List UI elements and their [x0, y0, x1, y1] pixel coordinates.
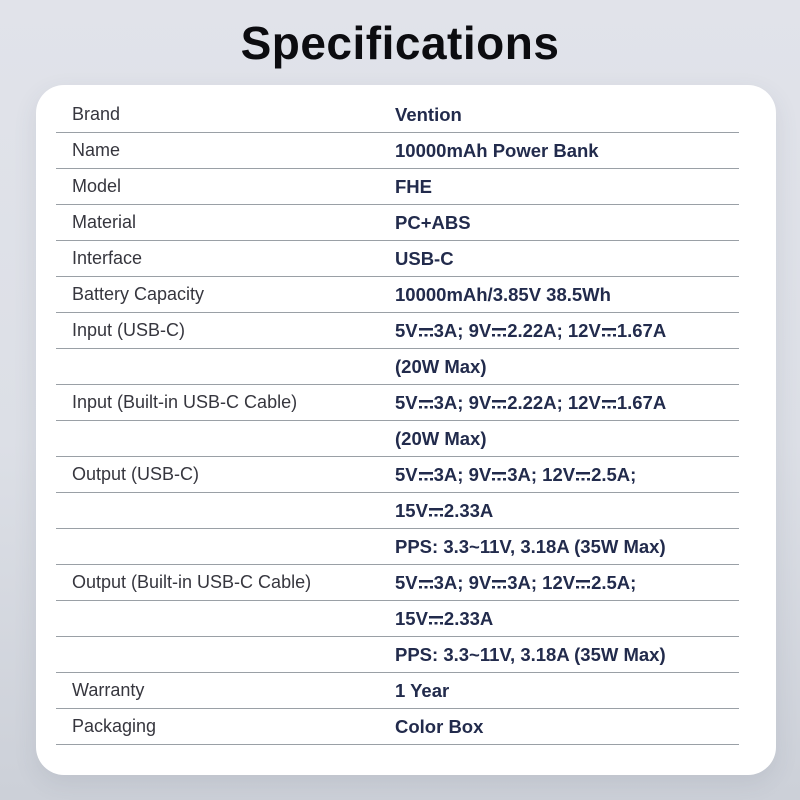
spec-label: Brand [72, 104, 121, 124]
spec-label: Output (Built-in USB-C Cable) [72, 572, 312, 592]
dc-symbol-icon [492, 578, 506, 590]
spec-label: Packaging [72, 716, 157, 736]
spec-row [56, 169, 739, 205]
spec-label: Name [72, 140, 121, 160]
spec-table [56, 97, 739, 745]
dc-symbol-icon [602, 326, 616, 338]
dc-symbol-icon [429, 614, 443, 626]
spec-value: USB-C [395, 247, 454, 269]
spec-row [56, 529, 739, 565]
spec-label: Output (USB-C) [72, 464, 200, 484]
spec-row [56, 241, 739, 277]
dc-symbol-icon [576, 578, 590, 590]
spec-row [56, 637, 739, 673]
dc-symbol-icon [576, 470, 590, 482]
spec-value: 10000mAh Power Bank [395, 139, 599, 161]
spec-row [56, 457, 739, 493]
spec-row [56, 565, 739, 601]
spec-label: Interface [72, 248, 143, 268]
spec-row [56, 385, 739, 421]
dc-symbol-icon [492, 398, 506, 410]
spec-row [56, 205, 739, 241]
spec-value: PC+ABS [395, 211, 471, 233]
spec-label: Input (Built-in USB-C Cable) [72, 392, 298, 412]
dc-symbol-icon [492, 470, 506, 482]
spec-value: (20W Max) [395, 355, 487, 377]
spec-value: 1 Year [395, 679, 450, 701]
spec-value: Vention [395, 103, 462, 125]
spec-row [56, 673, 739, 709]
dc-symbol-icon [419, 398, 433, 410]
dc-symbol-icon [602, 398, 616, 410]
spec-value: 15V 2.33A [395, 499, 494, 521]
dc-symbol-icon [492, 326, 506, 338]
page-title: Specifications [240, 17, 560, 69]
spec-value: 15V 2.33A [395, 607, 494, 629]
spec-row [56, 277, 739, 313]
spec-value: 5V 3A; 9V 2.22A; 12V 1.67A [395, 319, 667, 341]
spec-label: Material [72, 212, 137, 232]
dc-symbol-icon [419, 326, 433, 338]
spec-value: Color Box [395, 715, 484, 737]
spec-row [56, 601, 739, 637]
dc-symbol-icon [429, 506, 443, 518]
spec-label: Input (USB-C) [72, 320, 186, 340]
spec-row [56, 97, 739, 133]
spec-label: Battery Capacity [72, 284, 205, 304]
spec-value: PPS: 3.3~11V, 3.18A (35W Max) [395, 643, 666, 665]
spec-value: 5V 3A; 9V 2.22A; 12V 1.67A [395, 391, 667, 413]
spec-value: PPS: 3.3~11V, 3.18A (35W Max) [395, 535, 666, 557]
specifications-card [36, 85, 776, 775]
spec-value: (20W Max) [395, 427, 487, 449]
dc-symbol-icon [419, 578, 433, 590]
spec-value: 5V 3A; 9V 3A; 12V 2.5A; [395, 463, 637, 485]
spec-label: Warranty [72, 680, 145, 700]
spec-row [56, 313, 739, 349]
spec-value: FHE [395, 175, 432, 197]
spec-value: 10000mAh/3.85V 38.5Wh [395, 283, 611, 305]
spec-row [56, 421, 739, 457]
spec-row [56, 349, 739, 385]
spec-row [56, 133, 739, 169]
dc-symbol-icon [419, 470, 433, 482]
spec-row [56, 709, 739, 745]
spec-label: Model [72, 176, 122, 196]
spec-value: 5V 3A; 9V 3A; 12V 2.5A; [395, 571, 637, 593]
spec-row [56, 493, 739, 529]
